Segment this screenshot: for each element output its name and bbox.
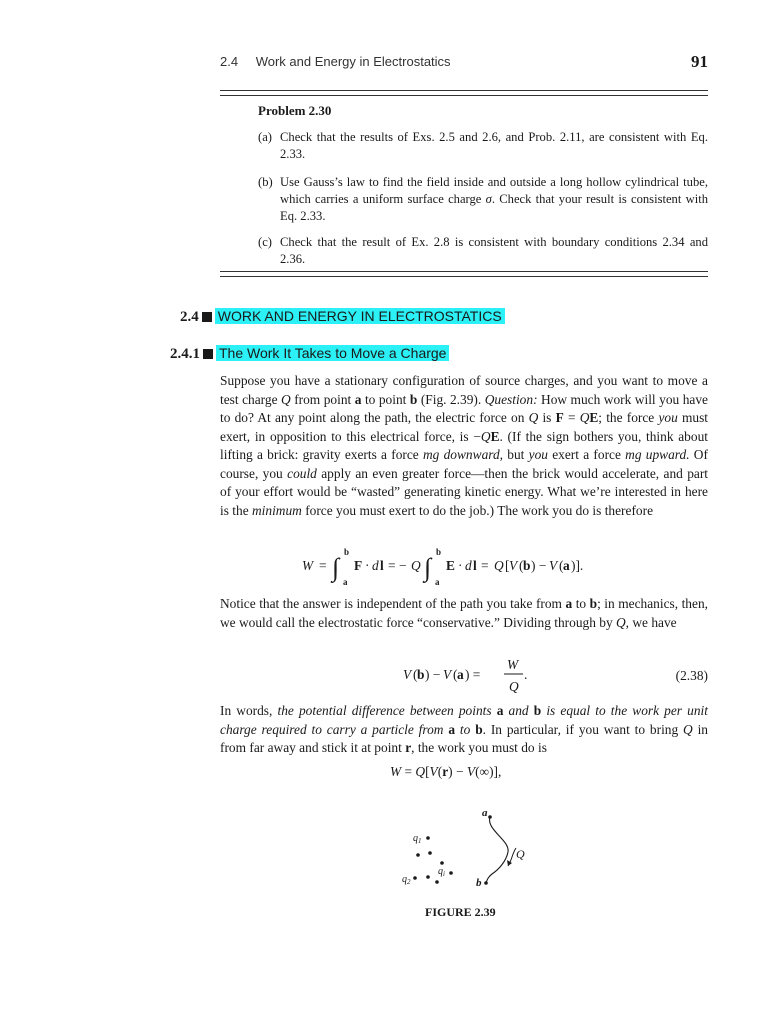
svg-text:F: F bbox=[354, 558, 363, 573]
section-number: 2.4 bbox=[180, 309, 199, 325]
svg-text:d: d bbox=[372, 558, 379, 573]
svg-text:l: l bbox=[380, 558, 384, 573]
problem-item-label: (b) bbox=[258, 175, 273, 189]
svg-text:V: V bbox=[443, 667, 452, 682]
svg-text:(: ( bbox=[559, 558, 564, 573]
label-qi: $q_i$ bbox=[438, 866, 445, 878]
svg-text:a: a bbox=[457, 667, 464, 682]
problem-item-text: Check that the results of Exs. 2.5 and 2.6, and Prob. 2.11, are consistent with Eq. 2.33. bbox=[280, 130, 708, 161]
problem-item-label: (c) bbox=[258, 235, 272, 249]
svg-text:(: ( bbox=[519, 558, 524, 573]
svg-text:V: V bbox=[549, 558, 558, 573]
problem-title: Problem 2.30 bbox=[258, 103, 332, 118]
charge-dot bbox=[435, 880, 439, 884]
svg-text:) −: ) − bbox=[425, 667, 441, 682]
arrowhead-icon bbox=[507, 860, 512, 866]
point-a-dot bbox=[488, 815, 492, 819]
svg-text:)].: )]. bbox=[571, 558, 584, 573]
charge-dot bbox=[416, 853, 420, 857]
svg-text:=: = bbox=[481, 558, 489, 573]
label-q2: $q_2$ bbox=[402, 874, 411, 886]
body-paragraph-2: Notice that the answer is independent of the path you take from a to b; in mechanics, then, we would call the electrostatic force “conservative.” Dividing through by Q, we have bbox=[220, 596, 708, 630]
svg-text:E: E bbox=[446, 558, 455, 573]
svg-text:a: a bbox=[343, 577, 348, 587]
body-paragraph-3: In words, the potential difference between points a and b is equal to the work per unit charge required to carry a particle from a to b. In particular, if you want to bring Q in from far away and stick it at point r, the work you must do is bbox=[220, 703, 708, 755]
charge-dot bbox=[426, 836, 430, 840]
svg-text:Q: Q bbox=[509, 679, 519, 694]
svg-text:·: · bbox=[365, 558, 370, 573]
charge-dot bbox=[449, 871, 453, 875]
svg-text:b: b bbox=[436, 547, 442, 557]
square-bullet-icon bbox=[203, 349, 213, 359]
label-a: a bbox=[482, 807, 488, 819]
svg-text:a: a bbox=[435, 577, 440, 587]
point-b-dot bbox=[484, 881, 488, 885]
problem-item-b bbox=[258, 174, 708, 225]
svg-text:W: W bbox=[507, 657, 519, 672]
svg-text:V: V bbox=[509, 558, 518, 573]
svg-text:=: = bbox=[319, 558, 327, 573]
subsection-title: The Work It Takes to Move a Charge bbox=[216, 345, 449, 361]
svg-text:[: [ bbox=[505, 558, 510, 573]
svg-text:.: . bbox=[524, 667, 528, 682]
svg-text:·: · bbox=[458, 558, 463, 573]
svg-text:(: ( bbox=[413, 667, 418, 682]
problem-item-text: Use Gauss’s law to find the field inside and outside a long hollow cylindrical tube, which carries a uniform surface charge σ. Check that your result is consistent with Eq. 2.33. bbox=[280, 175, 708, 223]
svg-text:a: a bbox=[563, 558, 570, 573]
header-section-title: Work and Energy in Electrostatics bbox=[255, 54, 451, 69]
charge-dot bbox=[428, 851, 432, 855]
body-paragraph-1: Suppose you have a stationary configuration of source charges, and you want to move a test charge Q from point a to point b (Fig. 2.39). Question: How much work will you have to do? At any point along the path, the electric force on Q is F = QE; the force you must exert, in opposition to this electrical force, is −QE. (If the sign bothers you, think about lifting a brick: gravity exerts a force mg downward, but you exert a force mg upward. Of course, you could apply an even greater force—then the brick would accelerate, and part of your effort would be “wasted” generating kinetic energy. What we’re interested in here is the minimum force you must exert to do the job.) The work you do is therefore bbox=[220, 373, 709, 518]
svg-text:= −: = − bbox=[388, 558, 407, 573]
section-title: WORK AND ENERGY IN ELECTROSTATICS bbox=[215, 308, 505, 324]
svg-text:b: b bbox=[417, 667, 425, 682]
path-curve bbox=[486, 817, 508, 883]
figure-2-39 bbox=[390, 800, 540, 900]
running-header bbox=[220, 54, 451, 69]
label-Q: Q bbox=[516, 847, 525, 861]
charge-dot bbox=[440, 861, 444, 865]
svg-text:V: V bbox=[403, 667, 412, 682]
svg-text:Q: Q bbox=[411, 558, 421, 573]
svg-text:l: l bbox=[473, 558, 477, 573]
equation-number: (2.38) bbox=[675, 668, 708, 683]
equation-work-from-infinity: W = Q[V(r) − V(∞)], bbox=[390, 764, 502, 779]
svg-text:W: W bbox=[302, 558, 314, 573]
square-bullet-icon bbox=[202, 312, 212, 322]
charge-dot bbox=[413, 876, 417, 880]
problem-item-label: (a) bbox=[258, 130, 272, 144]
svg-text:Q: Q bbox=[494, 558, 504, 573]
svg-text:) −: ) − bbox=[531, 558, 547, 573]
problem-item-a bbox=[258, 129, 708, 163]
svg-text:) =: ) = bbox=[465, 667, 481, 682]
svg-text:b: b bbox=[523, 558, 531, 573]
label-q1: $q_1$ bbox=[413, 833, 422, 845]
svg-text:b: b bbox=[344, 547, 350, 557]
label-b: b bbox=[476, 877, 482, 889]
header-section-number: 2.4 bbox=[220, 54, 239, 69]
problem-bottom-rule bbox=[220, 271, 708, 277]
svg-text:(: ( bbox=[453, 667, 458, 682]
section-heading bbox=[180, 308, 505, 326]
problem-item-c bbox=[258, 234, 708, 268]
svg-text:d: d bbox=[465, 558, 472, 573]
figure-caption: FIGURE 2.39 bbox=[425, 905, 496, 919]
charge-dot bbox=[426, 875, 430, 879]
problem-top-rule bbox=[220, 90, 708, 96]
page-number: 91 bbox=[691, 52, 708, 71]
problem-item-text: Check that the result of Ex. 2.8 is consistent with boundary conditions 2.34 and 2.36. bbox=[280, 235, 708, 266]
equation-work-integral bbox=[302, 545, 642, 593]
svg-text:∫: ∫ bbox=[424, 553, 432, 582]
subsection-number: 2.4.1 bbox=[170, 346, 200, 362]
equation-potential-difference bbox=[403, 655, 543, 703]
svg-text:∫: ∫ bbox=[332, 553, 340, 582]
subsection-heading bbox=[170, 345, 449, 363]
